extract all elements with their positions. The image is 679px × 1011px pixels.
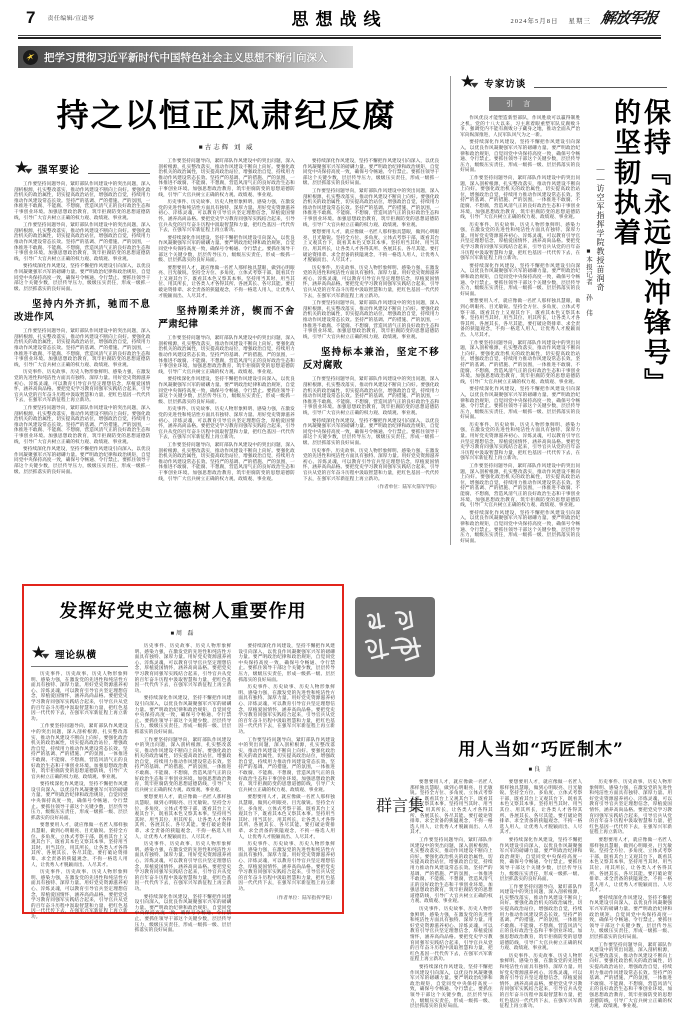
people-column-title: 用人当如“巧匠制木” bbox=[458, 740, 624, 760]
lead-column-1 bbox=[14, 158, 150, 490]
theory-byline: ■周 磊 bbox=[170, 631, 196, 637]
calligraphy-seal-icon bbox=[355, 597, 435, 677]
paragraph: 工作要坚持问题导向，紧盯部队作风建设中的突出问题，深入剖析根源，扎实整改落实，推动作风建设不断向上向好。要强化政治机关的政治属性，切实提高政治站位，增强政治自觉，持续用力推动作风建设常态长效。坚持严的基调、严的措施、严的氛围，一体推进不敢腐、不能腐、不想腐，营造风清气正的良好政治生态和干事创业环境。加强思想政治教育，筑牢拒腐防变的思想道德防线，引导广大官兵树立正确的权力观、政绩观、事业观。 bbox=[14, 405, 151, 444]
section-tag-rule bbox=[534, 87, 667, 88]
masthead-rule-top bbox=[18, 35, 661, 36]
section-tag-label: 强军要论 bbox=[38, 164, 81, 176]
paragraph: 工作要坚持问题导向，紧盯部队作风建设中的突出问题，深入剖析根源，扎实整改落实，推动作风建设不断向上向好。要强化政治机关的政治属性，切实提高政治站位，增强政治自觉，持续用力推动作风建设常态长效。坚持严的基调、严的措施、严的氛围，一体推进不敢腐、不能腐、不想腐，营造风清气正的良好政治生态和干事创业环境。加强思想政治教育，筑牢拒腐防变的思想道德防线，引导广大官兵树立正确的权力观、政绩观、事业观。 bbox=[302, 376, 440, 415]
people-col-2 bbox=[500, 779, 583, 1011]
lead-body-col1 bbox=[14, 181, 150, 291]
paragraph: 工作要坚持问题导向，紧盯部队作风建设中的突出问题，深入剖析根源，扎实整改落实，推动作风建设不断向上向好。要强化政治机关的政治属性，切实提高政治站位，增强政治自觉，持续用力推动作风建设常态长效。坚持严的基调、严的措施、严的氛围，一体推进不敢腐、不能腐、不想腐，营造风清气正的良好政治生态和干事创业环境。加强思想政治教育，筑牢拒腐防变的思想道德防线，引导广大官兵树立正确的权力观、政绩观、事业观。 bbox=[134, 736, 232, 792]
paragraph: 要想要用人才，就应像做一名匠人那样独具慧眼，做到心明眼亮、目光敏锐。坚持全方位、多角度、立体式考察干部，既看其台上又观其台下，既看其本色又察其本事。坚持用当其时、用当其位、用其所长，让各类人才各得其所、各展其长、各尽其能。要打破论资排辈、求全责备的狭隘观念，不拘一格选人用人，让优秀人才脱颖而出、人尽其才。 bbox=[238, 794, 336, 839]
star-icon bbox=[31, 645, 50, 662]
section-tag-zhuanjiafangtan bbox=[460, 74, 667, 91]
paragraph: 历史事件、历史故事、历史人物形象鲜明、感染力强，在激发党的先进性和纯洁性方面具有独特、深厚力量。用好党史资源滋养初心、淬炼灵魂，可以教育引导官兵坚定理想信念，厚植爱国情怀，涵养高尚品格。要把党史学习教育同强军实践结合起来，引导官兵从党的百年奋斗历程中汲取智慧和力量，把红色基因一代代传下去，在强军兴军新征程上再立新功。 bbox=[302, 447, 440, 481]
paragraph: 历史事件、历史故事、历史人物形象鲜明、感染力强，在激发党的先进性和纯洁性方面具有独特、深厚力量。用好党史资源滋养初心、淬炼灵魂，可以教育引导官兵坚定理想信念，厚植爱国情怀，涵养高尚品格。要把党史学习教育同强军实践结合起来，引导官兵从党的百年奋斗历程中汲取智慧和力量，把红色基因一代代传下去，在强军兴军新征程上再立新功。 bbox=[158, 199, 295, 233]
paragraph: 历史事件、历史故事、历史人物形象鲜明、感染力强，在激发党的先进性和纯洁性方面具有独特、深厚力量。用好党史资源滋养初心、淬炼灵魂，可以教育引导官兵坚定理想信念，厚植爱国情怀，涵养高尚品格。要把党史学习教育同强军实践结合起来，引导官兵从党的百年奋斗历程中汲取智慧和力量，把红色基因一代代传下去，在强军兴军新征程上再立新功。 bbox=[460, 221, 581, 261]
theory-title: 发挥好党史立德树人重要作用 bbox=[59, 601, 307, 622]
lead-subhead-3: 坚持标本兼治，坚定不移反对腐败 bbox=[302, 347, 440, 372]
lead-subhead-1: 坚持内外齐抓，驰而不息改进作风 bbox=[14, 299, 151, 324]
lead-endnote: （作者单位：陆军火箭军学院） bbox=[374, 484, 440, 490]
paragraph: 要持续深化作风建设，坚持不懈把作风建设引向深入，以优良作风凝聚强军兴军的磅礴力量。要严明政治纪律和政治规矩，自觉同党中央保持高度一致，确保号令畅通、令行禁止。要抓住领导干部这个关键少数，层层传导压力，级级压实责任，形成一级抓一级、层层抓落实的良好局面。 bbox=[134, 893, 232, 933]
masthead bbox=[8, 0, 671, 34]
interview-author: ■本报记者 孙 伟 bbox=[585, 248, 592, 317]
paragraph: 要持续深化作风建设，坚持不懈把作风建设引向深入，以优良作风凝聚强军兴军的磅礴力量。要严明政治纪律和政治规矩，自觉同党中央保持高度一致，确保号令畅通、令行禁止。要抓住领导干部这个关键少数，层层传导压力，级级压实责任，形成一级抓一级、层层抓落实的良好局面。 bbox=[302, 417, 440, 445]
paragraph: 工作要坚持问题导向，紧盯部队作风建设中的突出问题，深入剖析根源，扎实整改落实，推动作风建设不断向上向好。要强化政治机关的政治属性，切实提高政治站位，增强政治自觉，持续用力推动作风建设常态长效。坚持严的基调、严的措施、严的氛围，一体推进不敢腐、不能腐、不想腐，营造风清气正的良好政治生态和干事创业环境。加强思想政治教育，筑牢拒腐防变的思想道德防线，引导广大官兵树立正确的权力观、政绩观、事业观。 bbox=[31, 723, 128, 779]
paragraph: 历史事件、历史故事、历史人物形象鲜明、感染力强，在激发党的先进性和纯洁性方面具有独特、深厚力量。用好党史资源滋养初心、淬炼灵魂，可以教育引导官兵坚定理想信念，厚植爱国情怀，涵养高尚品格。要把党史学习教育同强军实践结合起来，引导官兵从党的百年奋斗历程中汲取智慧和力量，把红色基因一代代传下去，在强军兴军新征程上再立新功。 bbox=[14, 369, 151, 403]
paragraph: 历史事件、历史故事、历史人物形象鲜明、感染力强，在激发党的先进性和纯洁性方面具有独特、深厚力量。用好党史资源滋养初心、淬炼灵魂，可以教育引导官兵坚定理想信念，厚植爱国情怀，涵养高尚品格。要把党史学习教育同强军实践结合起来，引导官兵从党的百年奋斗历程中汲取智慧和力量，把红色基因一代代传下去，在强军兴军新征程上再立新功。 bbox=[238, 841, 336, 891]
paragraph: 要持续深化作风建设，坚持不懈把作风建设引向深入，以优良作风凝聚强军兴军的磅礴力量。要严明政治纪律和政治规矩，自觉同党中央保持高度一致，确保号令畅通、令行禁止。要抓住领导干部这个关键少数，层层传导压力，级级压实责任，形成一级抓一级、层层抓落实的良好局面。 bbox=[158, 376, 295, 404]
paragraph: 历史事件、历史故事、历史人物形象鲜明、感染力强，在激发党的先进性和纯洁性方面具有独特、深厚力量。用好党史资源滋养初心、淬炼灵魂，可以教育引导官兵坚定理想信念，厚植爱国情怀，涵养高尚品格。要把党史学习教育同强军实践结合起来，引导官兵从党的百年奋斗历程中汲取智慧和力量，把红色基因一代代传下去，在强军兴军新征程上再立新功。 bbox=[31, 869, 128, 919]
issue-weekday: 星期三 bbox=[568, 17, 591, 25]
lead-byline: ■古志辉 刘 威 bbox=[198, 144, 255, 151]
paragraph: 要持续深化作风建设，坚持不懈把作风建设引向深入，以优良作风凝聚强军兴军的磅礴力量。要严明政治纪律和政治规矩，自觉同党中央保持高度一致，确保号令畅通、令行禁止。要抓住领导干部这个关键少数，层层传导压力，级级压实责任，形成一级抓一级、层层抓落实的良好局面。 bbox=[460, 139, 581, 173]
paragraph: 工作要坚持问题导向，紧盯部队作风建设中的突出问题，深入剖析根源，扎实整改落实，推动作风建设不断向上向好。要强化政治机关的政治属性，切实提高政治站位，增强政治自觉，持续用力推动作风建设常态长效。坚持严的基调、严的措施、严的氛围，一体推进不敢腐、不能腐、不想腐，营造风清气正的良好政治生态和干事创业环境。加强思想政治教育，筑牢拒腐防变的思想道德防线，引导广大官兵树立正确的权力观、政绩观、事业观。 bbox=[499, 883, 583, 951]
paragraph: 要持续深化作风建设，坚持不懈把作风建设引向深入，以优良作风凝聚强军兴军的磅礴力量。要严明政治纪律和政治规矩，自觉同党中央保持高度一致，确保号令畅通、令行禁止。要抓住领导干部这个关键少数，层层传导压力，级级压实责任，形成一级抓一级、层层抓落实的良好局面。 bbox=[14, 446, 151, 474]
paragraph: 工作要坚持问题导向，紧盯部队作风建设中的突出问题，深入剖析根源，扎实整改落实，推动作风建设不断向上向好。要强化政治机关的政治属性，切实提高政治站位，增强政治自觉，持续用力推动作风建设常态长效。坚持严的基调、严的措施、严的氛围，一体推进不敢腐、不能腐、不想腐，营造风清气正的良好政治生态和干事创业环境。加强思想政治教育，筑牢拒腐防变的思想道德防线，引导广大官兵树立正确的权力观、政绩观、事业观。 bbox=[158, 441, 295, 481]
paragraph: 要想要用人才，就应像做一名匠人那样独具慧眼，做到心明眼亮、目光敏锐。坚持全方位、多角度、立体式考察干部，既看其台上又观其台下，既看其本色又察其本事。坚持用当其时、用当其位、用其所长，让各类人才各得其所、各展其长、各尽其能。要打破论资排辈、求全责备的狭隘观念，不拘一格选人用人，让优秀人才脱颖而出、人尽其才。 bbox=[589, 836, 673, 893]
lead-article-columns bbox=[14, 158, 439, 490]
people-column-byline: ■良 言 bbox=[528, 767, 554, 773]
paragraph: 要想要用人才，就应像做一名匠人那样独具慧眼，做到心明眼亮、目光敏锐。坚持全方位、多角度、立体式考察干部，既看其台上又观其台下，既看其本色又察其本事。坚持用当其时、用当其位、用其所长，让各类人才各得其所、各展其长、各尽其能。要打破论资排辈、求全责备的狭隘观念，不拘一格选人用人，让优秀人才脱颖而出、人尽其才。 bbox=[158, 264, 295, 298]
paragraph: 工作要坚持问题导向，紧盯部队作风建设中的突出问题，深入剖析根源，扎实整改落实，推动作风建设不断向上向好。要强化政治机关的政治属性，切实提高政治站位，增强政治自觉，持续用力推动作风建设常态长效。坚持严的基调、严的措施、严的氛围，一体推进不敢腐、不能腐、不想腐，营造风清气正的良好政治生态和干事创业环境。加强思想政治教育，筑牢拒腐防变的思想道德防线，引导广大官兵树立正确的权力观、政绩观、事业观。 bbox=[158, 335, 295, 374]
masthead-rule-bottom bbox=[18, 37, 661, 39]
section-tag-label: 群言集 bbox=[376, 798, 425, 815]
paragraph: 要持续深化作风建设，坚持不懈把作风建设引向深入，以优良作风凝聚强军兴军的磅礴力量。要严明政治纪律和政治规矩，自觉同党中央保持高度一致，确保号令畅通、令行禁止。要抓住领导干部这个关键少数，层层传导压力，级级压实责任，形成一级抓一级、层层抓落实的良好局面。 bbox=[158, 234, 295, 263]
paragraph: 要想要用人才，就应像做一名匠人那样独具慧眼，做到心明眼亮、目光敏锐。坚持全方位、多角度、立体式考察干部，既看其台上又观其台下，既看其本色又察其本事。坚持用当其时、用当其位、用其所长，让各类人才各得其所、各展其长、各尽其能。要打破论资排辈、求全责备的狭隘观念，不拘一格选人用人，让优秀人才脱颖而出、人尽其才。 bbox=[31, 822, 128, 867]
people-col-3 bbox=[589, 779, 672, 1011]
lead-body-col2 bbox=[158, 158, 294, 298]
paragraph: 要持续深化作风建设，坚持不懈把作风建设引向深入，以优良作风凝聚强军兴军的磅礴力量。要严明政治纪律和政治规矩，自觉同党中央保持高度一致，确保号令畅通、令行禁止。要抓住领导干部这个关键少数，层层传导压力，级级压实责任，形成一级抓一级、层层抓落实的良好局面。 bbox=[302, 158, 440, 186]
interview-columns bbox=[460, 139, 580, 545]
theory-col-1 bbox=[31, 643, 128, 935]
interview-col-1 bbox=[460, 139, 580, 545]
campaign-banner bbox=[18, 46, 353, 68]
star-icon bbox=[14, 160, 33, 177]
lead-article bbox=[8, 72, 445, 545]
theory-endnote: （作者单位：陆军指挥学院） bbox=[273, 894, 336, 900]
interview-article bbox=[456, 72, 671, 545]
column-divider bbox=[450, 76, 451, 545]
lead-headline: 持之以恒正风肃纪反腐 bbox=[56, 96, 397, 134]
paragraph: 历史事件、历史故事、历史人物形象鲜明、感染力强，在激发党的先进性和纯洁性方面具有独特、深厚力量。用好党史资源滋养初心、淬炼灵魂，可以教育引导官兵坚定理想信念，厚植爱国情怀，涵养高尚品格。要把党史学习教育同强军实践结合起来，引导官兵从党的百年奋斗历程中汲取智慧和力量，把红色基因一代代传下去，在强军兴军新征程上再立新功。 bbox=[589, 779, 673, 835]
paragraph: 工作要坚持问题导向，紧盯部队作风建设中的突出问题，深入剖析根源，扎实整改落实，推动作风建设不断向上向好。要强化政治机关的政治属性，切实提高政治站位，增强政治自觉，持续用力推动作风建设常态长效。坚持严的基调、严的措施、严的氛围，一体推进不敢腐、不能腐、不想腐，营造风清气正的良好政治生态和干事创业环境。加强思想政治教育，筑牢拒腐防变的思想道德防线，引导广大官兵树立正确的权力观、政绩观、事业观。 bbox=[158, 158, 295, 197]
page-number: 7 bbox=[26, 7, 36, 27]
section-tag-label: 专家访谈 bbox=[484, 78, 527, 90]
theory-body-1 bbox=[31, 671, 128, 920]
paragraph: 工作要坚持问题导向，紧盯部队作风建设中的突出问题，深入剖析根源，扎实整改落实，推动作风建设不断向上向好。要强化政治机关的政治属性，切实提高政治站位，增强政治自觉，持续用力推动作风建设常态长效。坚持严的基调、严的措施、严的氛围，一体推进不敢腐、不能腐、不想腐，营造风清气正的良好政治生态和干事创业环境。加强思想政治教育，筑牢拒腐防变的思想道德防线，引导广大官兵树立正确的权力观、政绩观、事业观。 bbox=[460, 174, 581, 220]
theory-tag-rule bbox=[31, 666, 128, 667]
paragraph: 要想要用人才，就应像做一名匠人那样独具慧眼，做到心明眼亮、目光敏锐。坚持全方位、多角度、立体式考察干部，既看其台上又观其台下，既看其本色又察其本事。坚持用当其时、用当其位、用其所长，让各类人才各得其所、各展其长、各尽其能。要打破论资排辈、求全责备的狭隘观念，不拘一格选人用人，让优秀人才脱颖而出、人尽其才。 bbox=[134, 794, 232, 839]
lead-body-col3 bbox=[303, 158, 439, 339]
paragraph: 要持续深化作风建设，坚持不懈把作风建设引向深入，以优良作风凝聚强军兴军的磅礴力量。要严明政治纪律和政治规矩，自觉同党中央保持高度一致，确保号令畅通、令行禁止。要抓住领导干部这个关键少数，层层传导压力，级级压实责任，形成一级抓一级、层层抓落实的良好局面。 bbox=[134, 695, 232, 734]
section-tag-qunyanji bbox=[372, 793, 477, 816]
paragraph: 历史事件、历史故事、历史人物形象鲜明、感染力强，在激发党的先进性和纯洁性方面具有独特、深厚力量。用好党史资源滋养初心、淬炼灵魂，可以教育引导官兵坚定理想信念，厚植爱国情怀，涵养高尚品格。要把党史学习教育同强军实践结合起来，引导官兵从党的百年奋斗历程中汲取智慧和力量，把红色基因一代代传下去，在强军兴军新征程上再立新功。 bbox=[31, 671, 128, 721]
paragraph: 要想要用人才，就应像做一名匠人那样独具慧眼，做到心明眼亮、目光敏锐。坚持全方位、多角度、立体式考察干部，既看其台上又观其台下，既看其本色又察其本事。坚持用当其时、用当其位、用其所长，让各类人才各得其所、各展其长、各尽其能。要打破论资排辈、求全责备的狭隘观念，不拘一格选人用人，让优秀人才脱颖而出、人尽其才。 bbox=[499, 779, 583, 835]
paragraph: 要持续深化作风建设，坚持不懈把作风建设引向深入，以优良作风凝聚强军兴军的磅礴力量。要严明政治纪律和政治规矩，自觉同党中央保持高度一致，确保号令畅通、令行禁止。要抓住领导干部这个关键少数，层层传导压力，级级压实责任，形成一级抓一级、层层抓落实的良好局面。 bbox=[460, 262, 581, 296]
paragraph: 要持续深化作风建设，坚持不懈把作风建设引向深入，以优良作风凝聚强军兴军的磅礴力量。要严明政治纪律和政治规矩，自觉同党中央保持高度一致，确保号令畅通、令行禁止。要抓住领导干部这个关键少数，层层传导压力，级级压实责任，形成一级抓一级、层层抓落实的良好局面。 bbox=[460, 509, 581, 543]
page-title: 思想战线 bbox=[291, 9, 388, 30]
section-tag-qiangjunyaolun bbox=[14, 160, 150, 177]
paragraph: 历史事件、历史故事、历史人物形象鲜明、感染力强，在激发党的先进性和纯洁性方面具有独特、深厚力量。用好党史资源滋养初心、淬炼灵魂，可以教育引导官兵坚定理想信念，厚植爱国情怀，涵养高尚品格。要把党史学习教育同强军实践结合起来，引导官兵从党的百年奋斗历程中汲取智慧和力量，把红色基因一代代传下去，在强军兴军新征程上再立新功。 bbox=[460, 421, 581, 461]
interview-headline-block bbox=[584, 98, 669, 428]
section-tag-label: 理论纵横 bbox=[55, 649, 98, 661]
party-emblem-icon bbox=[23, 50, 38, 65]
paragraph: 要想要用人才，就应像做一名匠人那样独具慧眼，做到心明眼亮、目光敏锐。坚持全方位、多角度、立体式考察干部，既看其台上又观其台下，既看其本色又察其本事。坚持用当其时、用当其位、用其所长，让各类人才各得其所、各展其长、各尽其能。要打破论资排辈、求全责备的狭隘观念，不拘一格选人用人，让优秀人才脱颖而出、人尽其才。 bbox=[410, 779, 493, 835]
page-body bbox=[8, 72, 671, 545]
paragraph: 要持续深化作风建设，坚持不懈把作风建设引向深入，以优良作风凝聚强军兴军的磅礴力量。要严明政治纪律和政治规矩，自觉同党中央保持高度一致，确保号令畅通、令行禁止。要抓住领导干部这个关键少数，层层传导压力，级级压实责任，形成一级抓一级、层层抓落实的良好局面。 bbox=[238, 643, 336, 682]
interview-headline: 保持『永远吹冲锋号』的坚韧执着 bbox=[609, 98, 670, 398]
paragraph: 工作要坚持问题导向，紧盯部队作风建设中的突出问题，深入剖析根源，扎实整改落实，推动作风建设不断向上向好。要强化政治机关的政治属性，切实提高政治站位，增强政治自觉，持续用力推动作风建设常态长效。坚持严的基调、严的措施、严的氛围，一体推进不敢腐、不能腐、不想腐，营造风清气正的良好政治生态和干事创业环境。加强思想政治教育，筑牢拒腐防变的思想道德防线，引导广大官兵树立正确的权力观、政绩观、事业观。 bbox=[14, 328, 151, 367]
section-tag-rule bbox=[88, 173, 150, 174]
star-icon bbox=[460, 74, 479, 91]
theory-col-2 bbox=[135, 643, 232, 935]
paragraph: 工作要坚持问题导向，紧盯部队作风建设中的突出问题，深入剖析根源，扎实整改落实，推动作风建设不断向上向好。要强化政治机关的政治属性，切实提高政治站位，增强政治自觉，持续用力推动作风建设常态长效。坚持严的基调、严的措施、严的氛围，一体推进不敢腐、不能腐、不想腐，营造风清气正的良好政治生态和干事创业环境。加强思想政治教育，筑牢拒腐防变的思想道德防线，引导广大官兵树立正确的权力观、政绩观、事业观。 bbox=[14, 181, 151, 220]
interview-intro-label: 引 言 bbox=[489, 97, 551, 111]
paper-brand-logo: 解放军报 bbox=[599, 8, 659, 27]
lead-body-col2b bbox=[158, 335, 294, 481]
paragraph: 历史事件、历史故事、历史人物形象鲜明、感染力强，在激发党的先进性和纯洁性方面具有独特、深厚力量。用好党史资源滋养初心、淬炼灵魂，可以教育引导官兵坚定理想信念，厚植爱国情怀，涵养高尚品格。要把党史学习教育同强军实践结合起来，引导官兵从党的百年奋斗历程中汲取智慧和力量，把红色基因一代代传下去，在强军兴军新征程上再立新功。 bbox=[158, 406, 295, 440]
paragraph: 工作要坚持问题导向，紧盯部队作风建设中的突出问题，深入剖析根源，扎实整改落实，推动作风建设不断向上向好。要强化政治机关的政治属性，切实提高政治站位，增强政治自觉，持续用力推动作风建设常态长效。坚持严的基调、严的措施、严的氛围，一体推进不敢腐、不能腐、不想腐，营造风清气正的良好政治生态和干事创业环境。加强思想政治教育，筑牢拒腐防变的思想道德防线，引导广大官兵树立正确的权力观、政绩观、事业观。 bbox=[14, 222, 151, 261]
paragraph: 历史事件、历史故事、历史人物形象鲜明、感染力强，在激发党的先进性和纯洁性方面具有独特、深厚力量。用好党史资源滋养初心、淬炼灵魂，可以教育引导官兵坚定理想信念，厚植爱国情怀，涵养高尚品格。要把党史学习教育同强军实践结合起来，引导官兵从党的百年奋斗历程中汲取智慧和力量，把红色基因一代代传下去，在强军兴军新征程上再立新功。 bbox=[302, 264, 440, 298]
paragraph: 要持续深化作风建设，坚持不懈把作风建设引向深入，以优良作风凝聚强军兴军的磅礴力量。要严明政治纪律和政治规矩，自觉同党中央保持高度一致，确保号令畅通、令行禁止。要抓住领导干部这个关键少数，层层传导压力，级级压实责任，形成一级抓一级、层层抓落实的良好局面。 bbox=[14, 263, 151, 291]
paragraph: 历史事件、历史故事、历史人物形象鲜明、感染力强，在激发党的先进性和纯洁性方面具有独特、深厚力量。用好党史资源滋养初心、淬炼灵魂，可以教育引导官兵坚定理想信念，厚植爱国情怀，涵养高尚品格。要把党史学习教育同强军实践结合起来，引导官兵从党的百年奋斗历程中汲取智慧和力量，把红色基因一代代传下去，在强军兴军新征程上再立新功。 bbox=[238, 684, 336, 734]
paragraph: 历史事件、历史故事、历史人物形象鲜明、感染力强，在激发党的先进性和纯洁性方面具有独特、深厚力量。用好党史资源滋养初心、淬炼灵魂，可以教育引导官兵坚定理想信念，厚植爱国情怀，涵养高尚品格。要把党史学习教育同强军实践结合起来，引导官兵从党的百年奋斗历程中汲取智慧和力量，把红色基因一代代传下去，在强军兴军新征程上再立新功。 bbox=[134, 841, 232, 891]
paragraph: 要想要用人才，就应像做一名匠人那样独具慧眼，做到心明眼亮、目光敏锐。坚持全方位、多角度、立体式考察干部，既看其台上又观其台下，既看其本色又察其本事。坚持用当其时、用当其位、用其所长，让各类人才各得其所、各展其长、各尽其能。要打破论资排辈、求全责备的狭隘观念，不拘一格选人用人，让优秀人才脱颖而出、人尽其才。 bbox=[460, 298, 581, 337]
paragraph: 历史事件、历史故事、历史人物形象鲜明、感染力强，在激发党的先进性和纯洁性方面具有独特、深厚力量。用好党史资源滋养初心、淬炼灵魂，可以教育引导官兵坚定理想信念，厚植爱国情怀，涵养高尚品格。要把党史学习教育同强军实践结合起来，引导官兵从党的百年奋斗历程中汲取智慧和力量，把红色基因一代代传下去，在强军兴军新征程上再立新功。 bbox=[410, 906, 493, 962]
paragraph: 要想要用人才，就应像做一名匠人那样独具慧眼，做到心明眼亮、目光敏锐。坚持全方位、多角度、立体式考察干部，既看其台上又观其台下，既看其本色又察其本事。坚持用当其时、用当其位、用其所长，让各类人才各得其所、各展其长、各尽其能。要打破论资排辈、求全责备的狭隘观念，不拘一格选人用人，让优秀人才脱颖而出、人尽其才。 bbox=[302, 229, 440, 263]
lead-subhead-2: 坚持刚柔并济，锲而不舍严肃纪律 bbox=[158, 306, 295, 331]
paragraph: 要持续深化作风建设，坚持不懈把作风建设引向深入，以优良作风凝聚强军兴军的磅礴力量。要严明政治纪律和政治规矩，自觉同党中央保持高度一致，确保号令畅通、令行禁止。要抓住领导干部这个关键少数，层层传导压力，级级压实责任，形成一级抓一级、层层抓落实的良好局面。 bbox=[589, 894, 673, 940]
theory-columns bbox=[31, 643, 335, 935]
paragraph: 要持续深化作风建设，坚持不懈把作风建设引向深入，以优良作风凝聚强军兴军的磅礴力量。要严明政治纪律和政治规矩，自觉同党中央保持高度一致，确保号令畅通、令行禁止。要抓住领导干部这个关键少数，层层传导压力，级级压实责任，形成一级抓一级、层层抓落实的良好局面。 bbox=[31, 781, 128, 820]
paragraph: 工作要坚持问题导向，紧盯部队作风建设中的突出问题，深入剖析根源，扎实整改落实，推动作风建设不断向上向好。要强化政治机关的政治属性，切实提高政治站位，增强政治自觉，持续用力推动作风建设常态长效。坚持严的基调、严的措施、严的氛围，一体推进不敢腐、不能腐、不想腐，营造风清气正的良好政治生态和干事创业环境。加强思想政治教育，筑牢拒腐防变的思想道德防线，引导广大官兵树立正确的权力观、政绩观、事业观。 bbox=[460, 339, 581, 384]
people-column-article bbox=[410, 735, 672, 1011]
theory-boxed-article bbox=[22, 584, 344, 933]
paragraph: 工作要坚持问题导向，紧盯部队作风建设中的突出问题，深入剖析根源，扎实整改落实，推动作风建设不断向上向好。要强化政治机关的政治属性，切实提高政治站位，增强政治自觉，持续用力推动作风建设常态长效。坚持严的基调、严的措施、严的氛围，一体推进不敢腐、不能腐、不想腐，营造风清气正的良好政治生态和干事创业环境。加强思想政治教育，筑牢拒腐防变的思想道德防线，引导广大官兵树立正确的权力观、政绩观、事业观。 bbox=[589, 941, 673, 1009]
paragraph: 工作要坚持问题导向，紧盯部队作风建设中的突出问题，深入剖析根源，扎实整改落实，推动作风建设不断向上向好。要强化政治机关的政治属性，切实提高政治站位，增强政治自觉，持续用力推动作风建设常态长效。坚持严的基调、严的措施、严的氛围，一体推进不敢腐、不能腐、不想腐，营造风清气正的良好政治生态和干事创业环境。加强思想政治教育，筑牢拒腐防变的思想道德防线，引导广大官兵树立正确的权力观、政绩观、事业观。 bbox=[238, 736, 336, 792]
paragraph: 工作要坚持问题导向，紧盯部队作风建设中的突出问题，深入剖析根源，扎实整改落实，推动作风建设不断向上向好。要强化政治机关的政治属性，切实提高政治站位，增强政治自觉，持续用力推动作风建设常态长效。坚持严的基调、严的措施、严的氛围，一体推进不敢腐、不能腐、不想腐，营造风清气正的良好政治生态和干事创业环境。加强思想政治教育，筑牢拒腐防变的思想道德防线，引导广大官兵树立正确的权力观、政绩观、事业观。 bbox=[302, 187, 440, 227]
theory-col-3 bbox=[238, 643, 335, 935]
paragraph: 要持续深化作风建设，坚持不懈把作风建设引向深入，以优良作风凝聚强军兴军的磅礴力量。要严明政治纪律和政治规矩，自觉同党中央保持高度一致，确保号令畅通、令行禁止。要抓住领导干部这个关键少数，层层传导压力，级级压实责任，形成一级抓一级、层层抓落实的良好局面。 bbox=[460, 386, 581, 420]
interview-intro-text bbox=[460, 115, 580, 137]
paragraph: 历史事件、历史故事、历史人物形象鲜明、感染力强，在激发党的先进性和纯洁性方面具有独特、深厚力量。用好党史资源滋养初心、淬炼灵魂，可以教育引导官兵坚定理想信念，厚植爱国情怀，涵养高尚品格。要把党史学习教育同强军实践结合起来，引导官兵从党的百年奋斗历程中汲取智慧和力量，把红色基因一代代传下去，在强军兴军新征程上再立新功。 bbox=[134, 643, 232, 693]
editor-credit: 责任编辑/宣道琴 bbox=[47, 15, 95, 22]
paragraph: 工作要坚持问题导向，紧盯部队作风建设中的突出问题，深入剖析根源，扎实整改落实，推动作风建设不断向上向好。要强化政治机关的政治属性，切实提高政治站位，增强政治自觉，持续用力推动作风建设常态长效。坚持严的基调、严的措施、严的氛围，一体推进不敢腐、不能腐、不想腐，营造风清气正的良好政治生态和干事创业环境。加强思想政治教育，筑牢拒腐防变的思想道德防线，引导广大官兵树立正确的权力观、政绩观、事业观。 bbox=[460, 463, 581, 508]
paragraph: 历史事件、历史故事、历史人物形象鲜明、感染力强，在激发党的先进性和纯洁性方面具有独特、深厚力量。用好党史资源滋养初心、淬炼灵魂，可以教育引导官兵坚定理想信念，厚植爱国情怀，涵养高尚品格。要把党史学习教育同强军实践结合起来，引导官兵从党的百年奋斗历程中汲取智慧和力量，把红色基因一代代传下去，在强军兴军新征程上再立新功。 bbox=[499, 952, 583, 1009]
paragraph: 要持续深化作风建设，坚持不懈把作风建设引向深入，以优良作风凝聚强军兴军的磅礴力量。要严明政治纪律和政治规矩，自觉同党中央保持高度一致，确保号令畅通、令行禁止。要抓住领导干部这个关键少数，层层传导压力，级级压实责任，形成一级抓一级、层层抓落实的良好局面。 bbox=[410, 964, 493, 1009]
lead-body-col3b bbox=[303, 376, 439, 481]
lead-column-3 bbox=[303, 158, 439, 490]
paragraph: 要持续深化作风建设，坚持不懈把作风建设引向深入，以优良作风凝聚强军兴军的磅礴力量。要严明政治纪律和政治规矩，自觉同党中央保持高度一致，确保号令畅通、令行禁止。要抓住领导干部这个关键少数，层层传导压力，级级压实责任，形成一级抓一级、层层抓落实的良好局面。 bbox=[499, 836, 583, 882]
paragraph: 作风优良才能塑造新型部队，作风胜敌可以赢得制胜之机。党的十八大以来，习主席着眼重塑军队反腐败斗争、强调党内不能有腐败分子藏身之地，推动全面从严治军向纵深推进，人民军队风气为之一新。 bbox=[460, 115, 581, 137]
section-tag-lilunzongheng bbox=[31, 645, 128, 662]
issue-date: 2024年5月8日 bbox=[510, 17, 559, 25]
paragraph: 工作要坚持问题导向，紧盯部队作风建设中的突出问题，深入剖析根源，扎实整改落实，推动作风建设不断向上向好。要强化政治机关的政治属性，切实提高政治站位，增强政治自觉，持续用力推动作风建设常态长效。坚持严的基调、严的措施、严的氛围，一体推进不敢腐、不能腐、不想腐，营造风清气正的良好政治生态和干事创业环境。加强思想政治教育，筑牢拒腐防变的思想道德防线，引导广大官兵树立正确的权力观、政绩观、事业观。 bbox=[410, 836, 493, 904]
campaign-banner-text: 把学习贯彻习近平新时代中国特色社会主义思想不断引向深入 bbox=[44, 51, 328, 64]
paragraph: 工作要坚持问题导向，紧盯部队作风建设中的突出问题，深入剖析根源，扎实整改落实，推动作风建设不断向上向好。要强化政治机关的政治属性，切实提高政治站位，增强政治自觉，持续用力推动作风建设常态长效。坚持严的基调、严的措施、严的氛围，一体推进不敢腐、不能腐、不想腐，营造风清气正的良好政治生态和干事创业环境。加强思想政治教育，筑牢拒腐防变的思想道德防线，引导广大官兵树立正确的权力观、政绩观、事业观。 bbox=[302, 300, 440, 339]
interview-subtitle: ——访空军指挥学院教授苗润奇 bbox=[596, 164, 605, 292]
lead-column-2 bbox=[158, 158, 294, 490]
lead-body-col1b bbox=[14, 328, 150, 474]
